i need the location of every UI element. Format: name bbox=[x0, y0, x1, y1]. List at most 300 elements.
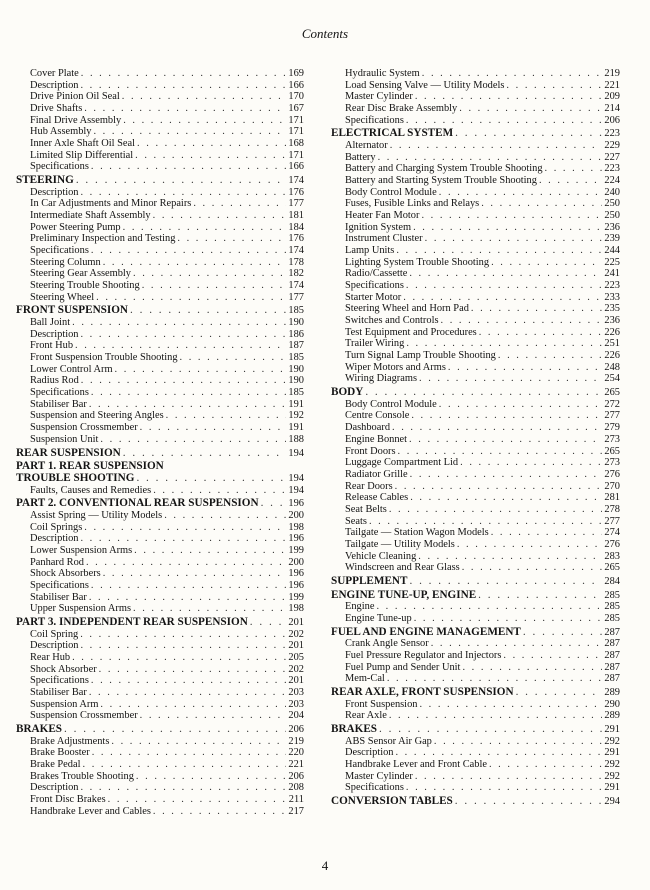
toc-entry-page: 196 bbox=[288, 498, 304, 510]
toc-entry bbox=[16, 150, 304, 162]
dot-leader bbox=[153, 210, 287, 222]
toc-entry-label: Master Cylinder bbox=[345, 91, 413, 103]
toc-entry bbox=[16, 782, 304, 794]
toc-entry-page: 287 bbox=[604, 649, 620, 661]
toc-section-heading bbox=[16, 473, 304, 485]
toc-entry-page: 202 bbox=[288, 663, 304, 675]
toc-entry-label: Stabiliser Bar bbox=[30, 398, 87, 410]
toc-entry-page: 291 bbox=[604, 782, 620, 794]
toc-entry bbox=[331, 782, 620, 794]
toc-entry-page: 250 bbox=[604, 198, 620, 210]
toc-entry-label: Lower Suspension Arms bbox=[30, 544, 133, 556]
dot-leader bbox=[439, 399, 603, 411]
toc-entry bbox=[16, 747, 304, 759]
dot-leader bbox=[523, 627, 603, 639]
dot-leader bbox=[81, 375, 287, 387]
dot-leader bbox=[415, 771, 603, 783]
dot-leader bbox=[503, 650, 602, 662]
toc-entry-page: 272 bbox=[604, 398, 620, 410]
toc-entry bbox=[331, 103, 620, 115]
toc-entry-label: Steering Wheel and Horn Pad bbox=[345, 303, 469, 315]
toc-entry-label: BODY bbox=[331, 387, 364, 399]
toc-entry-page: 171 bbox=[288, 126, 304, 138]
toc-entry-label: Description bbox=[30, 186, 79, 198]
dot-leader bbox=[136, 771, 286, 783]
toc-entry-label: Vehicle Cleaning bbox=[345, 550, 417, 562]
toc-entry-label: Engine bbox=[345, 601, 375, 613]
toc-entry-page: 202 bbox=[288, 628, 304, 640]
toc-entry-page: 198 bbox=[288, 603, 304, 615]
toc-entry-page: 174 bbox=[288, 280, 304, 292]
toc-entry-label: Hub Assembly bbox=[30, 126, 92, 138]
dot-leader bbox=[100, 699, 286, 711]
toc-entry bbox=[331, 504, 620, 516]
dot-leader bbox=[140, 710, 287, 722]
toc-entry-page: 199 bbox=[288, 544, 304, 556]
toc-entry-page: 277 bbox=[604, 410, 620, 422]
toc-entry-label: Stabiliser Bar bbox=[30, 686, 87, 698]
toc-entry-page: 292 bbox=[604, 758, 620, 770]
dot-leader bbox=[395, 747, 602, 759]
dot-leader bbox=[93, 126, 286, 138]
toc-entry-label: Dashboard bbox=[345, 422, 391, 434]
toc-entry-label: Description bbox=[345, 747, 394, 759]
toc-entry-page: 194 bbox=[288, 472, 304, 484]
toc-entry bbox=[331, 434, 620, 446]
dot-leader bbox=[419, 373, 602, 385]
dot-leader bbox=[434, 736, 603, 748]
dot-leader bbox=[91, 675, 287, 687]
toc-entry-label: Shock Absorbers bbox=[30, 568, 101, 580]
toc-entry bbox=[16, 422, 304, 434]
dot-leader bbox=[111, 736, 286, 748]
dot-leader bbox=[392, 422, 602, 434]
dot-leader bbox=[409, 576, 602, 588]
toc-entry-page: 185 bbox=[288, 352, 304, 364]
toc-entry bbox=[16, 629, 304, 641]
toc-entry-label: Brake Pedal bbox=[30, 758, 81, 770]
toc-entry-page: 201 bbox=[288, 616, 304, 628]
toc-entry-label: Ball Joint bbox=[30, 317, 71, 329]
toc-entry bbox=[331, 327, 620, 339]
toc-entry-label: Tailgate — Utility Models bbox=[345, 538, 455, 550]
toc-entry-label: FUEL AND ENGINE MANAGEMENT bbox=[331, 626, 521, 638]
toc-entry-label: Suspension Arm bbox=[30, 698, 99, 710]
dot-leader bbox=[389, 710, 603, 722]
dot-leader bbox=[100, 434, 286, 446]
toc-entry-page: 279 bbox=[604, 422, 620, 434]
toc-entry-page: 289 bbox=[604, 710, 620, 722]
dot-leader bbox=[479, 327, 603, 339]
toc-entry bbox=[331, 469, 620, 481]
dot-leader bbox=[81, 68, 287, 80]
toc-entry bbox=[331, 268, 620, 280]
dot-leader bbox=[84, 103, 286, 115]
toc-entry-page: 244 bbox=[604, 245, 620, 257]
toc-entry-page: 168 bbox=[288, 138, 304, 150]
toc-entry-page: 226 bbox=[604, 350, 620, 362]
toc-section-heading bbox=[16, 305, 304, 317]
toc-entry-page: 184 bbox=[288, 221, 304, 233]
toc-entry bbox=[16, 664, 304, 676]
toc-entry-label: Steering Trouble Shooting bbox=[30, 280, 140, 292]
toc-entry-page: 233 bbox=[604, 291, 620, 303]
dot-leader bbox=[64, 724, 286, 736]
toc-entry bbox=[16, 115, 304, 127]
toc-entry-page: 276 bbox=[604, 468, 620, 480]
toc-entry-page: 248 bbox=[604, 361, 620, 373]
toc-entry-label: Radio/Cassette bbox=[345, 268, 408, 280]
toc-entry-page: 181 bbox=[288, 210, 304, 222]
toc-entry bbox=[16, 375, 304, 387]
toc-entry bbox=[16, 317, 304, 329]
toc-entry-page: 290 bbox=[604, 698, 620, 710]
toc-entry bbox=[331, 315, 620, 327]
toc-entry bbox=[331, 233, 620, 245]
toc-entry-label: Description bbox=[30, 79, 79, 91]
dot-leader bbox=[413, 222, 602, 234]
toc-section-heading bbox=[16, 448, 304, 460]
dot-leader bbox=[431, 638, 603, 650]
toc-section-heading bbox=[331, 128, 620, 140]
toc-entry-label: Switches and Controls bbox=[345, 315, 439, 327]
toc-entry bbox=[331, 140, 620, 152]
toc-entry bbox=[16, 387, 304, 399]
toc-entry-page: 167 bbox=[288, 103, 304, 115]
toc-entry-page: 294 bbox=[604, 795, 620, 807]
dot-leader bbox=[96, 292, 286, 304]
toc-entry-page: 170 bbox=[288, 91, 304, 103]
toc-entry bbox=[16, 364, 304, 376]
toc-entry-page: 198 bbox=[288, 521, 304, 533]
toc-entry-label: Lamp Units bbox=[345, 245, 395, 257]
dot-leader bbox=[76, 175, 287, 187]
toc-entry bbox=[16, 652, 304, 664]
toc-entry bbox=[331, 373, 620, 385]
toc-entry-page: 287 bbox=[604, 673, 620, 685]
toc-entry-label: Specifications bbox=[30, 387, 89, 399]
dot-leader bbox=[459, 103, 602, 115]
dot-leader bbox=[83, 759, 287, 771]
dot-leader bbox=[516, 687, 603, 699]
toc-entry-label: Load Sensing Valve — Utility Models bbox=[345, 79, 505, 91]
dot-leader bbox=[406, 782, 603, 794]
dot-leader bbox=[481, 198, 602, 210]
toc-entry-label: Drive Pinion Oil Seal bbox=[30, 91, 120, 103]
dot-leader bbox=[478, 590, 602, 602]
toc-entry-page: 205 bbox=[288, 651, 304, 663]
toc-entry bbox=[16, 68, 304, 80]
toc-entry bbox=[16, 568, 304, 580]
toc-entry-page: 221 bbox=[288, 758, 304, 770]
dot-leader bbox=[133, 268, 286, 280]
toc-entry-label: Wiring Diagrams bbox=[345, 373, 418, 385]
dot-leader bbox=[506, 80, 602, 92]
toc-entry-label: REAR SUSPENSION bbox=[16, 447, 121, 459]
toc-entry-label: Master Cylinder bbox=[345, 770, 413, 782]
toc-entry bbox=[331, 163, 620, 175]
dot-leader bbox=[410, 469, 603, 481]
toc-entry-page: 223 bbox=[604, 128, 620, 140]
dot-leader bbox=[489, 759, 602, 771]
toc-entry bbox=[331, 245, 620, 257]
toc-entry-page: 236 bbox=[604, 221, 620, 233]
toc-entry bbox=[16, 794, 304, 806]
toc-entry-label: Limited Slip Differential bbox=[30, 149, 134, 161]
dot-leader bbox=[91, 580, 287, 592]
toc-entry-page: 201 bbox=[288, 640, 304, 652]
toc-entry bbox=[16, 187, 304, 199]
toc-entry-page: 166 bbox=[288, 161, 304, 173]
toc-entry-label: Brake Booster bbox=[30, 747, 90, 759]
toc-entry bbox=[16, 771, 304, 783]
toc-entry-page: 176 bbox=[288, 186, 304, 198]
toc-entry-label: TROUBLE SHOOTING bbox=[16, 472, 135, 484]
toc-entry bbox=[331, 638, 620, 650]
toc-entry bbox=[16, 280, 304, 292]
dot-leader bbox=[403, 292, 602, 304]
toc-section-heading bbox=[331, 387, 620, 399]
toc-entry bbox=[331, 280, 620, 292]
toc-entry-label: Specifications bbox=[345, 782, 404, 794]
toc-section-heading bbox=[16, 724, 304, 736]
dot-leader bbox=[415, 91, 603, 103]
toc-entry bbox=[331, 601, 620, 613]
toc-entry bbox=[16, 759, 304, 771]
toc-entry-page: 291 bbox=[604, 747, 620, 759]
toc-entry-label: Battery and Charging System Trouble Shooting bbox=[345, 163, 543, 175]
toc-entry bbox=[16, 292, 304, 304]
toc-entry-label: Mem-Cal bbox=[345, 673, 385, 685]
toc-entry bbox=[331, 187, 620, 199]
toc-entry-page: 176 bbox=[288, 233, 304, 245]
toc-entry-label: Battery and Starting System Trouble Shooting bbox=[345, 175, 537, 187]
toc-entry-label: Suspension Crossmember bbox=[30, 710, 138, 722]
toc-section-heading bbox=[16, 175, 304, 187]
toc-entry-label: Description bbox=[30, 328, 79, 340]
toc-entry bbox=[16, 533, 304, 545]
dot-leader bbox=[406, 338, 602, 350]
toc-entry-label: Centre Console bbox=[345, 410, 410, 422]
dot-leader bbox=[193, 198, 286, 210]
dot-leader bbox=[103, 257, 287, 269]
dot-leader bbox=[137, 138, 286, 150]
dot-leader bbox=[164, 510, 286, 522]
toc-entry-label: Crank Angle Sensor bbox=[345, 638, 429, 650]
toc-entry bbox=[16, 580, 304, 592]
contents-left-column bbox=[16, 68, 304, 817]
toc-entry bbox=[331, 771, 620, 783]
toc-entry bbox=[16, 603, 304, 615]
toc-entry-page: 177 bbox=[288, 291, 304, 303]
toc-entry bbox=[331, 292, 620, 304]
toc-section-heading bbox=[331, 687, 620, 699]
dot-leader bbox=[539, 175, 602, 187]
dot-leader bbox=[123, 115, 286, 127]
toc-section-heading bbox=[331, 590, 620, 602]
toc-entry-page: 251 bbox=[604, 338, 620, 350]
toc-entry bbox=[331, 257, 620, 269]
dot-leader bbox=[180, 352, 287, 364]
toc-entry-page: 220 bbox=[288, 747, 304, 759]
dot-leader bbox=[462, 562, 603, 574]
toc-entry-label: Cover Plate bbox=[30, 68, 79, 79]
toc-entry-page: 265 bbox=[604, 562, 620, 574]
dot-leader bbox=[99, 664, 287, 676]
toc-entry-label: Steering Gear Assembly bbox=[30, 268, 131, 280]
toc-entry-label: Front Doors bbox=[345, 445, 396, 457]
toc-entry-label: Specifications bbox=[30, 161, 89, 173]
dot-leader bbox=[418, 551, 602, 563]
toc-entry-label: Rear Axle bbox=[345, 710, 387, 722]
dot-leader bbox=[140, 422, 287, 434]
toc-entry bbox=[16, 806, 304, 818]
toc-entry-label: In Car Adjustments and Minor Repairs bbox=[30, 198, 192, 210]
toc-entry-label: Front Hub bbox=[30, 340, 74, 352]
toc-entry bbox=[16, 640, 304, 652]
toc-entry-page: 204 bbox=[288, 710, 304, 722]
toc-entry-label: Rear Hub bbox=[30, 651, 71, 663]
toc-entry-page: 171 bbox=[288, 149, 304, 161]
toc-entry bbox=[331, 362, 620, 374]
toc-entry bbox=[16, 161, 304, 173]
toc-entry-label: Handbrake Lever and Cables bbox=[30, 805, 151, 817]
toc-entry-label: Seats bbox=[345, 515, 367, 527]
toc-entry-label: Engine Bonnet bbox=[345, 433, 408, 445]
dot-leader bbox=[378, 152, 603, 164]
toc-entry bbox=[16, 410, 304, 422]
toc-entry-label: Brakes Trouble Shooting bbox=[30, 770, 134, 782]
toc-entry bbox=[331, 91, 620, 103]
dot-leader bbox=[80, 640, 286, 652]
dot-leader bbox=[80, 782, 286, 794]
dot-leader bbox=[409, 268, 602, 280]
toc-entry-page: 223 bbox=[604, 163, 620, 175]
dot-leader bbox=[86, 557, 286, 569]
dot-leader bbox=[395, 481, 603, 493]
toc-entry-page: 169 bbox=[288, 68, 304, 79]
toc-entry-page: 206 bbox=[288, 770, 304, 782]
toc-entry-page: 196 bbox=[288, 533, 304, 545]
toc-entry-page: 194 bbox=[288, 447, 304, 459]
toc-entry-page: 206 bbox=[288, 723, 304, 735]
dot-leader bbox=[545, 163, 603, 175]
toc-entry bbox=[16, 210, 304, 222]
toc-entry bbox=[331, 481, 620, 493]
toc-entry-label: Body Control Module bbox=[345, 398, 437, 410]
toc-entry-page: 185 bbox=[288, 387, 304, 399]
toc-entry-label: Wiper Motors and Arms bbox=[345, 361, 446, 373]
dot-leader bbox=[166, 410, 287, 422]
toc-entry bbox=[16, 592, 304, 604]
toc-entry bbox=[16, 245, 304, 257]
dot-leader bbox=[80, 533, 286, 545]
toc-entry-label: Specifications bbox=[345, 280, 404, 292]
toc-entry-page: 190 bbox=[288, 317, 304, 329]
dot-leader bbox=[462, 662, 602, 674]
toc-entry-page: 191 bbox=[288, 398, 304, 410]
dot-leader bbox=[91, 161, 287, 173]
toc-entry bbox=[16, 352, 304, 364]
toc-entry-page: 187 bbox=[288, 340, 304, 352]
toc-entry-label: Body Control Module bbox=[345, 186, 437, 198]
toc-entry bbox=[16, 257, 304, 269]
toc-entry bbox=[16, 340, 304, 352]
toc-entry-label: PART 2. CONVENTIONAL REAR SUSPENSION bbox=[16, 498, 259, 510]
toc-entry-page: 240 bbox=[604, 186, 620, 198]
dot-leader bbox=[406, 280, 603, 292]
toc-entry bbox=[16, 138, 304, 150]
toc-entry-label: Radius Rod bbox=[30, 375, 79, 387]
toc-entry-label: Alternator bbox=[345, 140, 388, 152]
dot-leader bbox=[89, 399, 287, 411]
toc-entry-page: 177 bbox=[288, 198, 304, 210]
dot-leader bbox=[369, 516, 602, 528]
toc-entry bbox=[16, 91, 304, 103]
toc-entry-page: 285 bbox=[604, 601, 620, 613]
toc-entry bbox=[331, 210, 620, 222]
dot-leader bbox=[91, 387, 287, 399]
dot-leader bbox=[379, 724, 602, 736]
toc-entry-label: ABS Sensor Air Gap bbox=[345, 735, 432, 747]
toc-entry bbox=[331, 303, 620, 315]
toc-entry bbox=[16, 268, 304, 280]
dot-leader bbox=[130, 305, 286, 317]
toc-section-heading bbox=[331, 796, 620, 808]
dot-leader bbox=[123, 448, 287, 460]
dot-leader bbox=[439, 187, 603, 199]
toc-entry bbox=[331, 115, 620, 127]
toc-entry-label: FRONT SUSPENSION bbox=[16, 305, 129, 317]
toc-entry bbox=[331, 650, 620, 662]
dot-leader bbox=[421, 210, 602, 222]
page-title: Contents bbox=[301, 26, 349, 41]
toc-entry-label: ELECTRICAL SYSTEM bbox=[331, 128, 454, 140]
toc-entry-label: Rear Doors bbox=[345, 480, 393, 492]
toc-entry-page: 235 bbox=[604, 303, 620, 315]
toc-entry bbox=[331, 175, 620, 187]
toc-entry-label: Description bbox=[30, 782, 79, 794]
toc-entry-page: 224 bbox=[604, 175, 620, 187]
toc-entry bbox=[331, 699, 620, 711]
toc-entry-label: Inner Axle Shaft Oil Seal bbox=[30, 138, 136, 150]
toc-entry bbox=[331, 492, 620, 504]
toc-entry bbox=[16, 687, 304, 699]
toc-entry-label: Seat Belts bbox=[345, 503, 387, 515]
toc-entry bbox=[16, 675, 304, 687]
dot-leader bbox=[398, 446, 603, 458]
dot-leader bbox=[134, 545, 286, 557]
toc-entry-page: 200 bbox=[288, 509, 304, 521]
dot-leader bbox=[389, 504, 603, 516]
toc-entry-label: Fuel Pump and Sender Unit bbox=[345, 661, 461, 673]
dot-leader bbox=[153, 485, 286, 497]
toc-entry bbox=[16, 399, 304, 411]
toc-entry-label: Preliminary Inspection and Testing bbox=[30, 233, 176, 245]
toc-entry-page: 287 bbox=[604, 638, 620, 650]
toc-entry-page: 241 bbox=[604, 268, 620, 280]
toc-section-heading bbox=[331, 724, 620, 736]
toc-entry bbox=[16, 557, 304, 569]
toc-entry-page: 217 bbox=[288, 805, 304, 817]
dot-leader bbox=[387, 673, 603, 685]
toc-entry-page: 292 bbox=[604, 735, 620, 747]
toc-entry bbox=[331, 410, 620, 422]
toc-entry-page: 284 bbox=[604, 575, 620, 587]
toc-entry-page: 274 bbox=[604, 527, 620, 539]
toc-entry-page: 186 bbox=[288, 328, 304, 340]
toc-entry-page: 221 bbox=[604, 79, 620, 91]
